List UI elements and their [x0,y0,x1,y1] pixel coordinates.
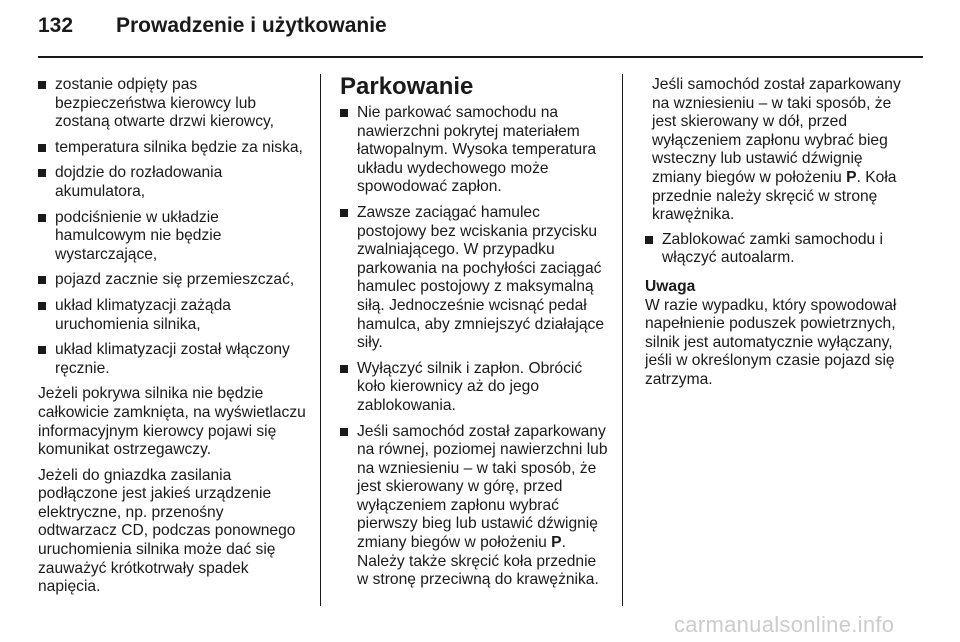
column-left [38,76,306,604]
column-middle [340,74,610,597]
list-item-text: układ klimatyzacji został włączony ręcznie. [55,341,290,377]
list-item [340,423,610,590]
page-header [38,14,918,54]
list-item-text: Zawsze zaciągać hamulec postojowy bez wciskania przycisku zwalniającego. W przypadku parkowania na pochyłości zaciągać hamulec postojowy z maksymalną siłą. Jednocześnie wcisnąć pedał hamulca, aby zmniejszyć działające siły. [357,203,605,352]
bullet-square-icon [645,236,653,244]
bullet-square-icon [340,209,348,217]
list-item-text: podciśnienie w układzie hamulcowym nie będzie wystarczające, [55,208,222,263]
list-item [38,164,306,201]
bullet-square-icon [340,109,348,117]
list-item-text: zostanie odpięty pas bezpieczeństwa kierowcy lub zostaną otwarte drzwi kierowcy, [55,76,274,131]
condition-list [38,76,306,378]
parking-list-continued [645,231,907,268]
bullet-square-icon [38,214,46,222]
bullet-square-icon [38,346,46,354]
bullet-square-icon [340,428,348,436]
text-run: . Koła przednie należy skręcić w stronę krawężnika. [652,168,897,224]
list-item [38,271,306,290]
continued-item-text [645,76,907,225]
note-title: Uwaga [645,277,696,295]
bullet-square-icon [38,169,46,177]
list-item-text: układ klimatyzacji zażąda uruchomienia silnika, [55,296,231,333]
column-divider [622,74,623,606]
list-item-text: Wyłączyć silnik i zapłon. Obrócić koło kierownicy aż do jego zablokowania. [357,359,583,414]
gear-position-label: P [846,168,857,186]
paragraph-voltage-drop: Jeżeli do gniazdka zasilania podłączone jest jakieś urządzenie elektryczne, np. przenośny odtwarzacz CD, podczas ponownego uruchomienia silnika może dać się zauważyć krótkotrwały spadek napięcia. [38,466,296,596]
page-title: Prowadzenie i użytkowanie [116,14,387,37]
section-title: Parkowanie [340,73,474,100]
bullet-square-icon [340,365,348,373]
list-item [340,104,610,197]
list-item [340,204,610,353]
column-divider [320,74,321,606]
list-item [38,139,306,158]
list-item [38,76,306,132]
text-run: . Należy także skręcić koła przednie w stronę przeciwną do krawężnika. [357,534,599,589]
list-item [38,341,306,378]
parking-list [340,104,610,590]
text-run: Jeśli samochód został zaparkowany na równej, poziomej nawierzchni lub na wzniesieniu – w taki sposób, że jest skierowany w górę, przed wyłączeniem zapłonu wybrać pierwszy bieg lub ustawić dźwignię zmiany biegów w położeniu [357,422,608,552]
list-item-text: Nie parkować samochodu na nawierzchni pokrytej materiałem łatwopalnym. Wysoka temperatura układu wydechowego może spowodować zapłon. [357,104,597,196]
note-text: W razie wypadku, który spowodował napełnienie poduszek powietrznych, silnik jest automatycznie wyłączany, jeśli w określonym czasie pojazd się zatrzyma. [645,296,897,388]
column-right [645,76,907,397]
list-item-text: Zablokować zamki samochodu i włączyć autoalarm. [662,230,884,267]
bullet-square-icon [38,81,46,89]
gear-position-label: P [551,534,562,552]
watermark: carmanualsonline.info [674,612,895,637]
list-item-text: dojdzie do rozładowania akumulatora, [55,164,223,200]
list-item-text: temperatura silnika będzie za niska, [55,138,303,156]
list-item [38,209,306,265]
paragraph-hood-warning: Jeżeli pokrywa silnika nie będzie całkowicie zamknięta, na wyświetlaczu informacyjnym kierowcy pojawi się komunikat ostrzegawczy. [38,385,306,459]
page-number: 132 [38,14,74,37]
list-item-text: pojazd zacznie się przemieszczać, [55,271,295,289]
bullet-square-icon [38,144,46,152]
header-rule [38,56,923,58]
bullet-square-icon [38,276,46,284]
list-item [340,360,610,416]
text-run: Jeśli samochód został zaparkowany na wzniesieniu – w taki sposób, że jest skierowany w dół, przed wyłączeniem zapłonu wybrać bieg wsteczny lub ustawić dźwignię zmiany biegów w położeniu [652,76,901,186]
list-item [645,231,907,268]
list-item [38,297,306,334]
bullet-square-icon [38,302,46,310]
list-item-text [357,423,608,589]
